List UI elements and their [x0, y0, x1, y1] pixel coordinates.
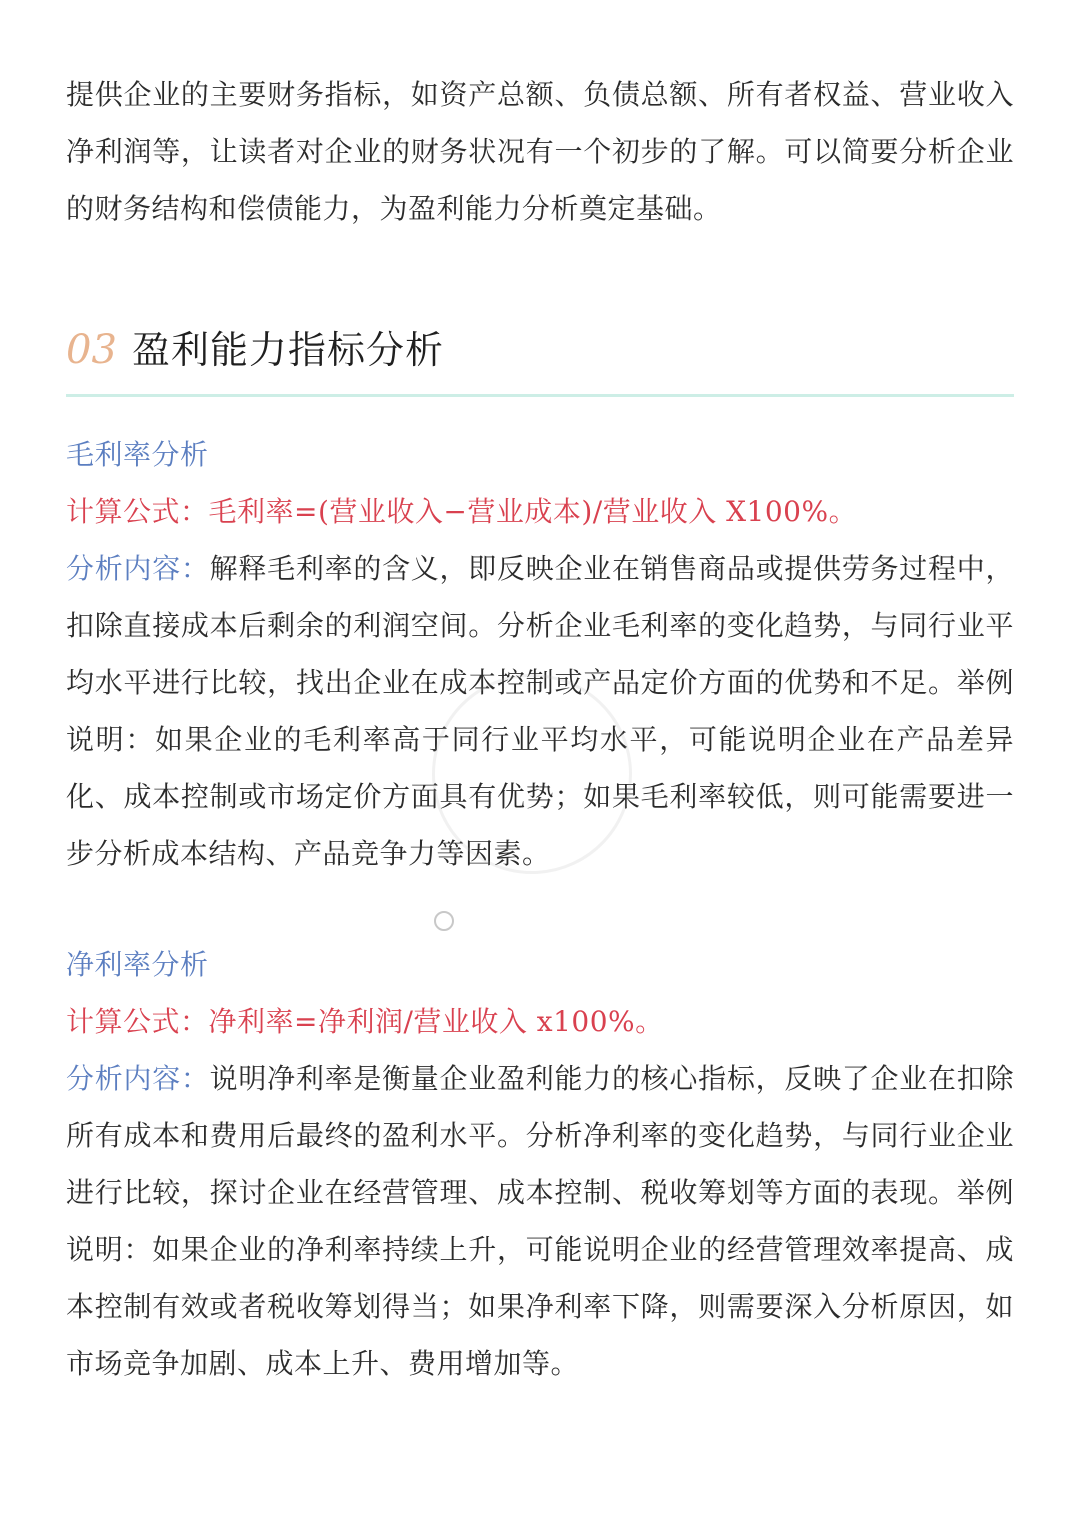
section-number: 03	[66, 327, 117, 373]
net-margin-heading: 净利率分析	[66, 948, 209, 981]
net-margin-section	[66, 936, 1014, 1392]
section-divider	[66, 394, 1014, 397]
net-margin-analysis	[66, 1050, 1014, 1392]
gross-analysis-label: 分析内容：	[66, 552, 210, 585]
net-analysis-text: 说明净利率是衡量企业盈利能力的核心指标，反映了企业在扣除所有成本和费用后最终的盈利水平。分析净利率的变化趋势，与同行业企业进行比较，探讨企业在经营管理、成本控制、税收筹划等方面的表现。举例说明：如果企业的净利率持续上升，可能说明企业的经营管理效率提高、成本控制有效或者税收筹划得当；如果净利率下降，则需要深入分析原因，如市场竞争加剧、成本上升、费用增加等。	[66, 1062, 1014, 1380]
section-title: 盈利能力指标分析	[132, 328, 445, 372]
gross-margin-heading: 毛利率分析	[66, 438, 209, 471]
net-analysis-label: 分析内容：	[66, 1062, 210, 1095]
net-margin-formula: 计算公式：净利率=净利润/营业收入 x100%。	[66, 1005, 664, 1038]
gross-analysis-text: 解释毛利率的含义，即反映企业在销售商品或提供劳务过程中，扣除直接成本后剩余的利润空间。分析企业毛利率的变化趋势，与同行业平均水平进行比较，找出企业在成本控制或产品定价方面的优势和不足。举例说明：如果企业的毛利率高于同行业平均水平，可能说明企业在产品差异化、成本控制或市场定价方面具有优势；如果毛利率较低，则可能需要进一步分析成本结构、产品竞争力等因素。	[66, 552, 1014, 870]
section-header	[66, 322, 1014, 398]
page-dot-icon	[434, 911, 454, 931]
gross-margin-formula: 计算公式：毛利率=(营业收入−营业成本)/营业收入 X100%。	[66, 495, 858, 528]
intro-paragraph: 提供企业的主要财务指标，如资产总额、负债总额、所有者权益、营业收入净利润等，让读者对企业的财务状况有一个初步的了解。可以简要分析企业的财务结构和偿债能力，为盈利能力分析奠定基础。	[66, 78, 1014, 225]
